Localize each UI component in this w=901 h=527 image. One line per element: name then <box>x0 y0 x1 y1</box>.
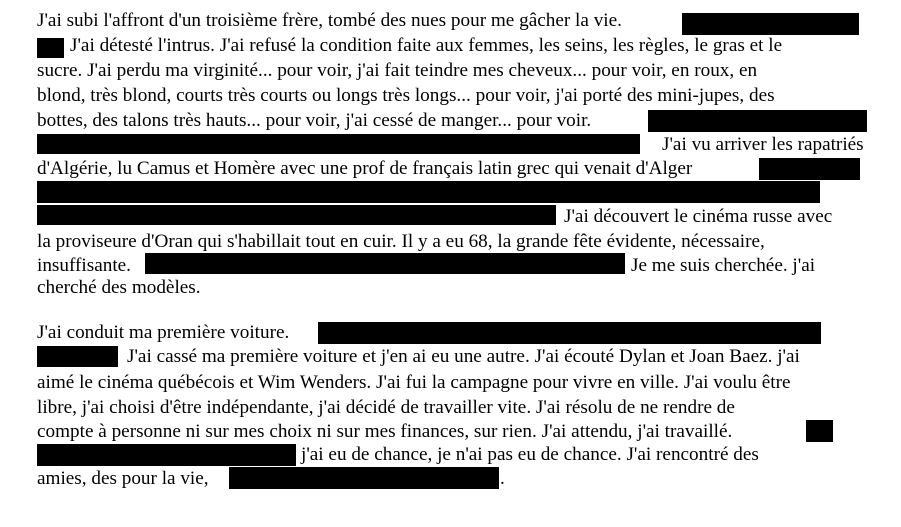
text-line: insuffisante. <box>37 255 131 276</box>
text-line: j'ai eu de chance, je n'ai pas eu de chance. J'ai rencontré des <box>301 444 759 465</box>
redaction-block <box>145 253 625 274</box>
redaction-block <box>318 322 821 344</box>
text-line: J'ai cassé ma première voiture et j'en ai eu une autre. J'ai écouté Dylan et Joan Baez. j'ai <box>127 346 800 367</box>
redaction-block <box>37 134 640 154</box>
redaction-block <box>682 13 859 35</box>
redaction-block <box>229 467 499 489</box>
redaction-block <box>37 205 556 225</box>
text-line: amies, des pour la vie, <box>37 468 209 489</box>
redaction-block <box>37 444 296 466</box>
redaction-block <box>37 181 820 203</box>
redaction-block <box>37 346 118 367</box>
text-line: J'ai découvert le cinéma russe avec <box>564 206 833 227</box>
text-line: aimé le cinéma québécois et Wim Wenders. J'ai fui la campagne pour vivre en ville. J'ai voulu être <box>37 372 791 393</box>
text-line: J'ai vu arriver les rapatriés <box>662 134 864 155</box>
text-line: la proviseure d'Oran qui s'habillait tout en cuir. Il y a eu 68, la grande fête évidente, nécessaire, <box>37 231 765 252</box>
text-line: Je me suis cherchée. j'ai <box>631 255 816 276</box>
text-line: J'ai détesté l'intrus. J'ai refusé la condition faite aux femmes, les seins, les règles, le gras et le <box>70 35 783 56</box>
redaction-block <box>806 420 833 442</box>
text-line: sucre. J'ai perdu ma virginité... pour voir, j'ai fait teindre mes cheveux... pour voir, en roux, en <box>37 60 758 81</box>
redaction-block <box>759 158 860 180</box>
redaction-block <box>648 110 867 132</box>
text-line: blond, très blond, courts très courts ou longs très longs... pour voir, j'ai porté des mini-jupes, des <box>37 85 775 106</box>
text-line: d'Algérie, lu Camus et Homère avec une prof de français latin grec qui venait d'Alger <box>37 158 693 179</box>
redaction-block <box>37 38 64 58</box>
text-line: libre, j'ai choisi d'être indépendante, j'ai décidé de travailler vite. J'ai résolu de ne rendre de <box>37 397 735 418</box>
text-line: J'ai subi l'affront d'un troisième frère, tombé des nues pour me gâcher la vie. <box>37 10 622 31</box>
text-line: compte à personne ni sur mes choix ni sur mes finances, sur rien. J'ai attendu, j'ai travaillé. <box>37 421 733 442</box>
text-line: J'ai conduit ma première voiture. <box>37 322 290 343</box>
text-line: cherché des modèles. <box>37 277 201 298</box>
text-line: bottes, des talons très hauts... pour voir, j'ai cessé de manger... pour voir. <box>37 110 592 131</box>
text-line: . <box>500 468 505 489</box>
